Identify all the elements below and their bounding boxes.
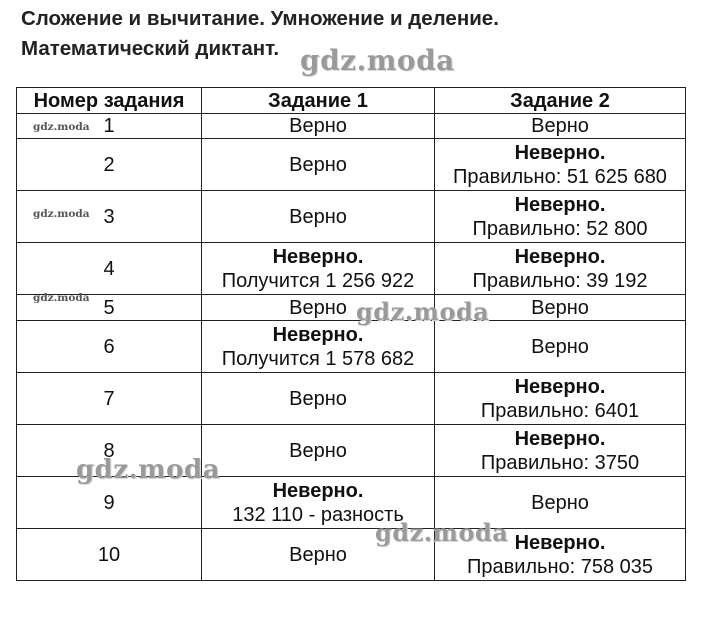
task-number: 4	[17, 243, 202, 295]
task-number: 6	[17, 321, 202, 373]
table-row	[17, 295, 686, 321]
verdict-label: Неверно.	[514, 245, 606, 268]
task-number: 10	[17, 529, 202, 581]
task-1-result	[202, 321, 435, 373]
watermark: gdz.moda	[300, 44, 455, 77]
result-text: Верно	[289, 296, 347, 319]
verdict-label: Неверно.	[272, 479, 364, 502]
verdict-label: Неверно.	[514, 193, 606, 216]
table-row	[17, 529, 686, 581]
table-body	[17, 114, 686, 581]
task-2-result	[435, 243, 686, 295]
title-line-1: Сложение и вычитание. Умножение и деление.	[21, 7, 499, 30]
task-1-result	[202, 139, 435, 191]
result-text: Верно	[531, 115, 589, 137]
verdict-label: Неверно.	[514, 141, 606, 164]
result-text: 132 110 - разность	[232, 503, 404, 526]
verdict-label: Неверно.	[514, 427, 606, 450]
task-2-result	[435, 373, 686, 425]
table-row	[17, 139, 686, 191]
result-text: Верно	[289, 387, 347, 410]
result-text: Верно	[289, 543, 347, 566]
result-text: Верно	[289, 115, 347, 137]
result-text: Правильно: 39 192	[472, 269, 648, 292]
verdict-label: Неверно.	[514, 531, 606, 554]
task-1-result	[202, 373, 435, 425]
task-number: 2	[17, 139, 202, 191]
task-2-result	[435, 191, 686, 243]
result-text: Правильно: 758 035	[466, 555, 654, 578]
task-number: 8	[17, 425, 202, 477]
result-text: Верно	[289, 205, 347, 228]
watermark: gdz.moda	[33, 208, 90, 220]
task-1-result	[202, 191, 435, 243]
task-2-result	[435, 114, 686, 139]
result-text: Правильно: 52 800	[472, 217, 648, 240]
header-task-1: Задание 1	[202, 88, 435, 114]
result-text: Правильно: 6401	[480, 399, 640, 422]
result-text: Верно	[289, 439, 347, 462]
table-row	[17, 321, 686, 373]
result-text: Верно	[531, 296, 589, 319]
verdict-label: Неверно.	[272, 323, 364, 346]
task-2-result	[435, 139, 686, 191]
task-number: 3	[17, 191, 202, 243]
watermark: gdz.moda	[33, 292, 90, 304]
task-1-result	[202, 243, 435, 295]
header-task-2: Задание 2	[435, 88, 686, 114]
task-number: 5	[17, 295, 202, 321]
verdict-label: Неверно.	[514, 375, 606, 398]
watermark: gdz.moda	[375, 518, 509, 547]
answers-table	[16, 87, 686, 581]
task-2-result	[435, 321, 686, 373]
result-text: Верно	[531, 335, 589, 358]
watermark: gdz.moda	[76, 455, 221, 485]
task-2-result	[435, 425, 686, 477]
task-number: 7	[17, 373, 202, 425]
title-line-2: Математический диктант.	[21, 37, 280, 60]
result-text: Правильно: 3750	[480, 451, 640, 474]
watermark: gdz.moda	[356, 297, 490, 326]
task-number: 9	[17, 477, 202, 529]
task-number: 1	[17, 114, 202, 139]
verdict-label: Неверно.	[272, 245, 364, 268]
table-row	[17, 373, 686, 425]
header-number: Номер задания	[17, 88, 202, 114]
task-1-result	[202, 425, 435, 477]
result-text: Верно	[289, 153, 347, 176]
result-text: Верно	[531, 491, 589, 514]
table-header-row	[17, 88, 686, 114]
table-row	[17, 243, 686, 295]
result-text: Получится 1 578 682	[221, 347, 415, 370]
result-text: Получится 1 256 922	[221, 269, 415, 292]
watermark: gdz.moda	[33, 121, 90, 133]
result-text: Правильно: 51 625 680	[453, 165, 667, 188]
task-1-result	[202, 114, 435, 139]
table-row	[17, 191, 686, 243]
table-row	[17, 114, 686, 139]
